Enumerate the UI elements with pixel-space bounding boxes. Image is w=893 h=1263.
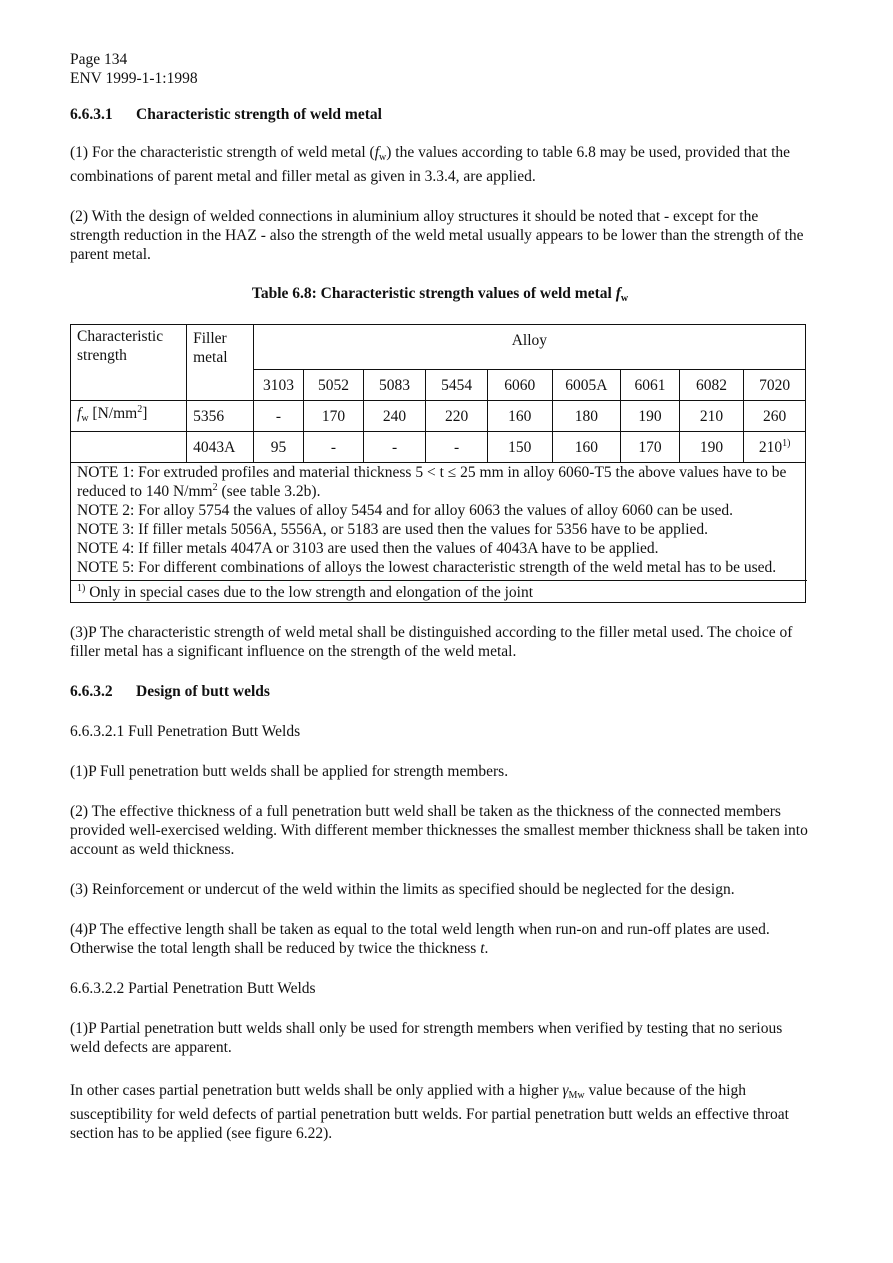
text-run: . [484, 940, 489, 957]
value-cell [744, 432, 806, 463]
section-number: 6.6.3.2 [70, 683, 113, 700]
value-cell: 95 [253, 432, 303, 463]
symbol-f: f [77, 405, 82, 422]
value-cell: - [253, 401, 303, 432]
text-run: (4)P The effective length shall be taken as equal to the total weld length when run-on and run-off plates are used. Otherwise the total length shall be reduced by twice the thickness [70, 921, 770, 957]
caption-text: Table 6.8: Characteristic strength values of weld metal [251, 285, 616, 302]
text-run: In other cases partial penetration butt welds shall be only applied with a higher [70, 1082, 563, 1099]
subsection-heading-2: 6.6.3.2.2 Partial Penetration Butt Welds [70, 980, 316, 997]
footnote-mark: 1) [77, 582, 86, 594]
subsection-heading-1: 6.6.3.2.1 Full Penetration Butt Welds [70, 723, 301, 740]
footnote-text: Only in special cases due to the low strength and elongation of the joint [85, 584, 534, 601]
subscript-w: w [620, 293, 629, 304]
table-caption [70, 284, 810, 308]
row-label-fw [71, 401, 187, 432]
symbol-t: t [480, 940, 485, 957]
empty-cell [71, 432, 187, 463]
paragraph-s1-4 [70, 920, 810, 958]
paragraph-s2-1: (1)P Partial penetration butt welds shall only be used for strength members when verified by testing that no serious weld defects are apparent. [70, 1020, 783, 1056]
text-run: ) the values according to table 6.8 may be used, provided that the combinations of parent metal and filler metal as given in 3.3.4, are applied. [70, 144, 790, 185]
document-page [70, 50, 810, 1143]
value-text: 210 [758, 438, 783, 456]
subscript-mw: Mw [568, 1090, 585, 1101]
value-cell: 160 [487, 401, 552, 432]
section-title: Design of butt welds [136, 683, 270, 700]
symbol-f: f [374, 144, 380, 161]
paragraph-s2-2 [70, 1081, 810, 1143]
section-title: Characteristic strength of weld metal [136, 106, 382, 123]
paragraph-s1-1: (1)P Full penetration butt welds shall be applied for strength members. [70, 763, 509, 780]
value-cell: - [304, 432, 364, 463]
header-alloy: Alloy [253, 325, 805, 370]
text-run: (1) For the characteristic strength of weld metal ( [70, 144, 375, 161]
alloy-header: 6005A [552, 370, 621, 401]
value-cell: 160 [552, 432, 621, 463]
footnote [71, 580, 807, 602]
header-filler-metal: Filler metal [187, 325, 254, 401]
subscript-w: w [81, 413, 89, 424]
standard-id: ENV 1999-1-1:1998 [70, 70, 198, 87]
text-run: value because of the high susceptibility for weld defects of partial penetration butt welds. For partial penetration butt welds an effective throat section has to be applied (see figure 6.22). [70, 1082, 789, 1142]
note-2: NOTE 2: For alloy 5754 the values of alloy 5454 and for alloy 6063 the values of alloy 6060 can be used. [77, 502, 734, 519]
paragraph-2: (2) With the design of welded connections in aluminium alloy structures it should be noted that - except for the strength reduction in the HAZ - also the strength of the weld metal usually appears to be lower than the strength of the parent metal. [70, 208, 804, 263]
filler-cell: 5356 [187, 401, 254, 432]
weld-strength-table [70, 324, 806, 603]
note-5: NOTE 5: For different combinations of alloys the lowest characteristic strength of the weld metal has to be used. [77, 559, 777, 576]
table-notes [71, 463, 806, 603]
unit-close: ] [142, 405, 148, 422]
page-header [70, 50, 810, 88]
value-cell: 190 [621, 401, 680, 432]
alloy-header: 6061 [621, 370, 680, 401]
paragraph-3: (3)P The characteristic strength of weld metal shall be distinguished according to the filler metal used. The choice of filler metal has a significant influence on the strength of the weld metal. [70, 624, 793, 660]
page-number: Page 134 [70, 51, 128, 68]
alloy-header: 6060 [487, 370, 552, 401]
value-cell: - [363, 432, 426, 463]
note-text: (see table 3.2b). [217, 483, 321, 500]
note-text: NOTE 1: For extruded profiles and material thickness 5 < t ≤ 25 mm in alloy 6060-T5 the above values have to be reduced to 140 N/mm [77, 464, 787, 500]
alloy-header: 3103 [253, 370, 303, 401]
header-characteristic-strength: Characteristic strength [71, 325, 187, 401]
value-cell: - [426, 432, 488, 463]
value-cell: 150 [487, 432, 552, 463]
table-row [71, 432, 806, 463]
alloy-header: 6082 [679, 370, 744, 401]
paragraph-1 [70, 143, 810, 186]
alloy-header: 5052 [304, 370, 364, 401]
alloy-header: 5454 [426, 370, 488, 401]
paragraph-s1-3: (3) Reinforcement or undercut of the weld within the limits as specified should be neglected for the design. [70, 881, 735, 898]
filler-cell: 4043A [187, 432, 254, 463]
section-heading-6631 [70, 105, 810, 124]
value-cell: 190 [679, 432, 744, 463]
subscript-w: w [379, 152, 387, 163]
value-cell: 170 [621, 432, 680, 463]
value-cell: 220 [426, 401, 488, 432]
unit-text: [N/mm [88, 405, 138, 422]
section-heading-6632 [70, 682, 810, 701]
note-3: NOTE 3: If filler metals 5056A, 5556A, or 5183 are used then the values for 5356 have to be applied. [77, 521, 709, 538]
table-row [71, 401, 806, 432]
unit-exponent: 2 [212, 481, 218, 493]
value-cell: 170 [304, 401, 364, 432]
alloy-header: 7020 [744, 370, 806, 401]
value-cell: 180 [552, 401, 621, 432]
footnote-ref: 1) [782, 437, 791, 449]
value-cell: 260 [744, 401, 806, 432]
value-cell: 240 [363, 401, 426, 432]
note-4: NOTE 4: If filler metals 4047A or 3103 are used then the values of 4043A have to be applied. [77, 540, 659, 557]
section-number: 6.6.3.1 [70, 106, 113, 123]
note-1 [77, 463, 799, 501]
alloy-header: 5083 [363, 370, 426, 401]
unit-exponent: 2 [137, 403, 143, 415]
symbol-f: f [615, 285, 621, 302]
value-cell: 210 [679, 401, 744, 432]
symbol-gamma: γ [562, 1082, 569, 1099]
paragraph-s1-2: (2) The effective thickness of a full penetration butt weld shall be taken as the thickness of the connected members provided well-exercised welding. With different member thicknesses the smallest member thickness shall be taken into account as weld thickness. [70, 803, 808, 858]
